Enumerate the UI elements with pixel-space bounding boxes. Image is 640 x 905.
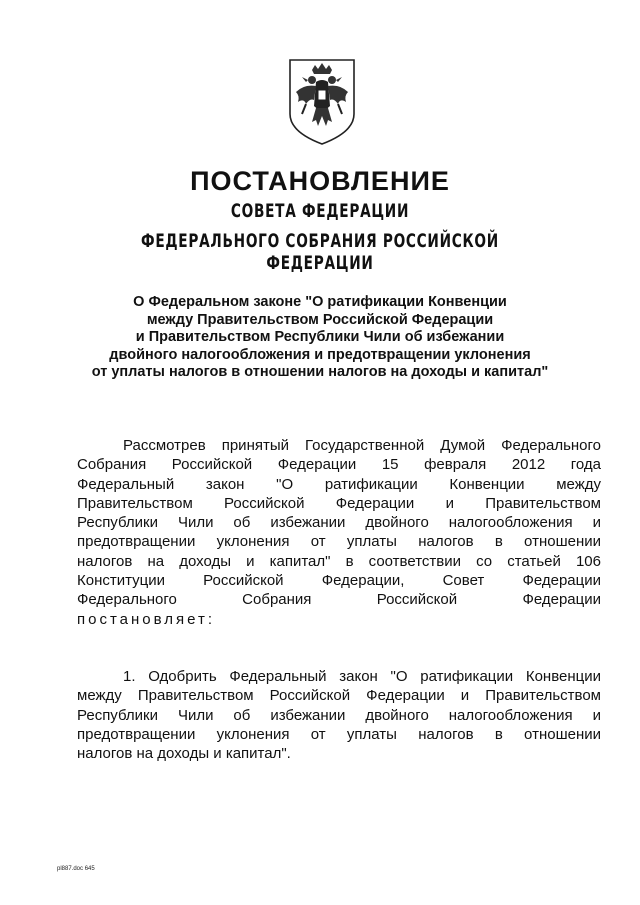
- paragraph-line: налогов на доходы и капитал" в соответствии со статьей 106: [77, 552, 601, 570]
- document-title: ПОСТАНОВЛЕНИЕ: [190, 166, 450, 196]
- paragraph-line: Конституции Российской Федерации, Совет Федерации: [77, 572, 601, 590]
- file-reference: pl887.doc 645: [57, 866, 95, 872]
- paragraph-line: Республики Чили об избежании двойного налогообложения и: [77, 514, 601, 532]
- double-headed-eagle-icon: [286, 56, 358, 146]
- paragraph-line: предотвращении уклонения от уплаты налогов в отношении: [77, 533, 601, 551]
- heading-line: между Правительством Российской Федерации: [146, 311, 494, 328]
- heading-line: двойного налогообложения и предотвращении уклонения: [109, 346, 531, 363]
- paragraph-line: Республики Чили об избежании двойного налогообложения и: [77, 706, 601, 724]
- paragraph-line: предотвращении уклонения от уплаты налогов в отношении: [77, 725, 601, 743]
- paragraph-line: Правительством Российской Федерации и Правительством: [77, 494, 601, 512]
- heading-line: О Федеральном законе "О ратификации Конвенции: [133, 294, 507, 310]
- heading-line: от уплаты налогов в отношении налогов на доходы и капитал": [91, 364, 549, 380]
- paragraph-line: налогов на доходы и капитал".: [77, 745, 291, 763]
- paragraph-line: Собрания Российской Федерации 15 февраля 2012 года: [77, 456, 601, 474]
- resolves-word: постановляет:: [77, 610, 216, 628]
- issuing-body-line2: ФЕДЕРАЛЬНОГО СОБРАНИЯ РОССИЙСКОЙ ФЕДЕРАЦИИ: [141, 230, 499, 274]
- paragraph-line: между Правительством Российской Федерации и Правительством: [77, 687, 601, 705]
- paragraph-line: Федерального Собрания Российской Федерации: [77, 591, 601, 609]
- coat-of-arms-emblem: [286, 56, 358, 146]
- preamble-paragraph: [77, 436, 601, 629]
- paragraph-line: 1. Одобрить Федеральный закон "О ратификации Конвенции: [123, 668, 601, 685]
- resolution-heading: [60, 294, 580, 382]
- heading-line: и Правительством Республики Чили об избежании: [135, 329, 505, 345]
- issuing-body-line1: СОВЕТА ФЕДЕРАЦИИ: [230, 200, 410, 222]
- paragraph-line: Рассмотрев принятый Государственной Думой Федерального: [123, 437, 601, 454]
- paragraph-line: Федеральный закон "О ратификации Конвенции между: [77, 475, 601, 493]
- item-1-paragraph: [77, 667, 601, 763]
